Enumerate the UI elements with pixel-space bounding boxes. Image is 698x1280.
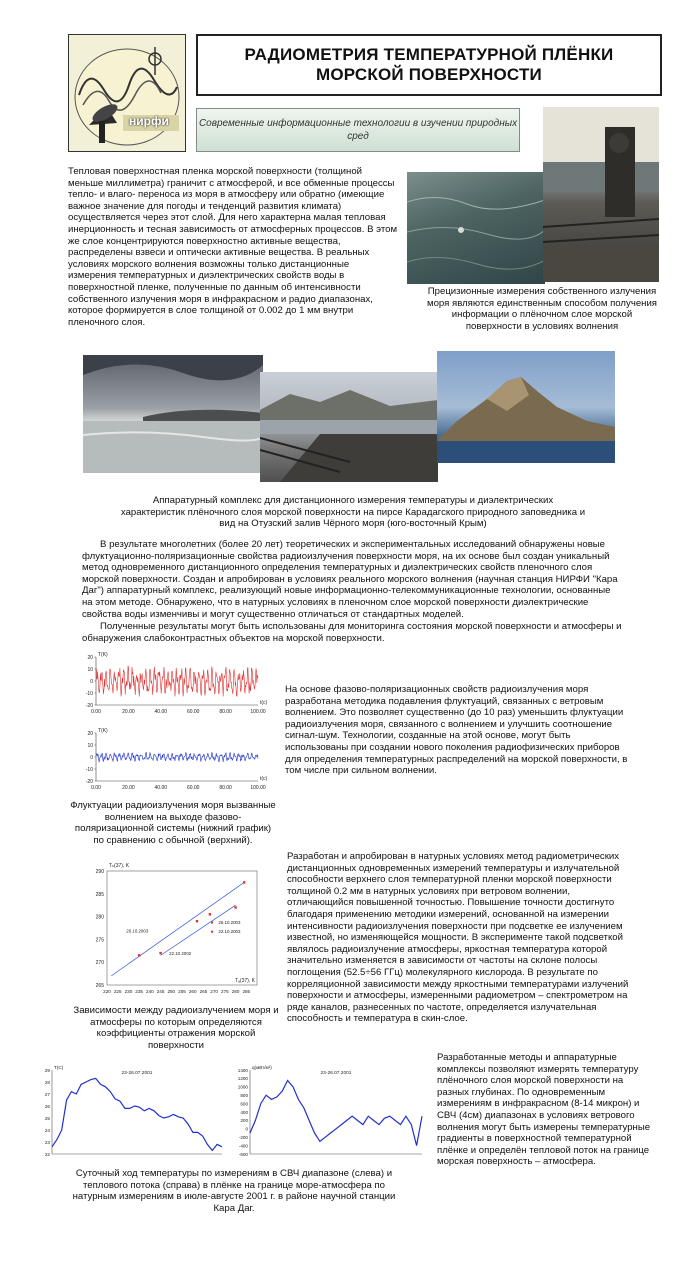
data-point: [234, 906, 236, 908]
photo-caption-precision: Прецизионные измерения собственного излучения моря являются единственным способом получения информации о плёночном слое морской поверхности в условиях волнения: [426, 286, 658, 332]
intro-text: Тепловая поверхностная пленка морской поверхности (толщиной меньше миллиметра) граничит с атмосферой, и все обменные процессы тепло- и влаго- переноса из моря в атмосферу или обратно (имеющие важное значение для погоды и тенденций развития климата) осуществляется через этот слой. Для него характерна малая тепловая инерционность и тесная зависимость от атмосферных процессов. В этом же слое концентрируются поверхностно активные вещества, распределены взвеси и оптически активные вещества. В реальных условиях морского волнения возможны только дистанционные измерения температурных и диэлектрических свойств воды в поверхностной пленке, полученные по данным об интенсивности собственного излучения моря в инфракрасном и радио диапазонах, которое формируется в слое толщиной от 0.002 до 1 мм внутри пленочного слоя.: [68, 166, 398, 328]
y-axis-label: T(K): [98, 728, 108, 734]
x-axis-label: t(c): [260, 776, 268, 782]
karadag-rock-graphic: [437, 351, 615, 463]
fluctuation-chart-phase-polarization: [66, 725, 276, 797]
y-axis-label: q(мВт/м²): [252, 1065, 272, 1070]
page-subtitle: Современные информационные технологии в изучении природных сред: [196, 108, 520, 152]
data-point: [159, 952, 161, 954]
annotation-label: 22.10.2002: [169, 951, 192, 957]
x-tick-label: 250: [167, 989, 176, 994]
annotation-label: 26.10.2003: [126, 928, 149, 934]
x-tick-label: 40.00: [154, 709, 168, 715]
y-tick-label: -600: [238, 1151, 248, 1157]
data-point: [196, 920, 198, 922]
daily-caption: Суточный ход температуры по измерениям в СВЧ диапазоне (слева) и теплового потока (справа) в плёнке на границе море-атмосфера по натурным измерениям в июле-августе 2001 г. в районе научной станции Кара Даг.: [72, 1168, 396, 1214]
legend-marker: [211, 931, 213, 933]
photo-caption-apparatus: Аппаратурный комплекс для дистанционного измерения температуры и диэлектрических характеристик плёночного слоя морской поверхности на пирсе Карадагского природного заповедника и вид на Отузский залив Чёрного моря (юго-восточный Крым): [120, 495, 586, 530]
fluctuation-text: На основе фазово-поляризационных свойств радиоизлучения моря разработана методика подавления флуктуаций, связанных с ветровым волнением. Это позволяет существенно (до 10 раз) уменьшить флуктуации радиоизлучения моря, связанного с волнением и улучшить соотношение сигнал-шум. Технологии, созданные на этой основе, могут быть использованы при создании нового поколения радиофизических приборов для определения температурных распределений на морской поверхности, в том числе при сильном волнении.: [285, 684, 628, 777]
y-tick-label: 20: [87, 731, 93, 737]
title-line-2: МОРСКОЙ ПОВЕРХНОСТИ: [316, 65, 542, 84]
y-tick-label: -10: [85, 767, 93, 773]
y-tick-label: 24: [44, 1127, 50, 1133]
x-tick-label: 280: [231, 989, 240, 994]
y-tick-label: 20: [87, 655, 93, 661]
y-tick-label: 270: [95, 960, 104, 967]
fluctuation-series-line: [96, 666, 258, 697]
daily-heat-flux-chart: [230, 1062, 430, 1162]
karadag-rock-photo: [437, 351, 615, 463]
y-tick-label: -200: [238, 1135, 248, 1140]
skin-layer-text: Разработан и апробирован в натурных условиях метод радиометрических дистанционных одновременных измерений температуры и излучательной способности верхнего слоя температурной пленки морской поверхности толщиной 0.2 мм в натурных условиях при ветровом волнении, отличающийся повышенной точностью. Повышение точности достигнуто благодаря применению методики измерений, основанной на измерении интенсивности радиоизлучения поверхности при подсветке ее излучением известной, но изменяющейся мощности. В эксперименте такой подсветкой являлось радиоизлучение атмосферы, яркостная температура которой значительно изменяется в зависимости от частоты на склоне полосы поглощения (52.5÷56 ГГц) молекулярного кислорода. В результате по корреляционной зависимости между яркостными температурами излучений поверхности и атмосферы, измеренными радиометром – спектрометром на ряде каналов, разнесенных по частоте, определяется излучательная способность и температура в скин-слое.: [287, 851, 629, 1025]
pier-walkway-graphic: [260, 372, 438, 482]
y-tick-label: 0: [245, 1126, 248, 1132]
x-tick-label: 230: [124, 989, 133, 994]
y-axis-label: Tₙ(37), K: [109, 863, 130, 869]
y-tick-label: 400: [240, 1109, 248, 1115]
x-tick-label: 240: [146, 989, 154, 994]
y-tick-label: 280: [95, 914, 104, 921]
x-tick-label: 80.00: [219, 709, 232, 715]
pier-walkway-photo: [260, 372, 438, 482]
pier-instrument-photo: [543, 107, 659, 282]
title-line-1: РАДИОМЕТРИЯ ТЕМПЕРАТУРНОЙ ПЛЁНКИ: [244, 45, 614, 64]
x-tick-label: 275: [221, 989, 229, 994]
y-tick-label: 800: [240, 1093, 248, 1098]
y-tick-label: 265: [95, 983, 104, 989]
sea-photo-texture: [407, 172, 545, 284]
daily-text: Разработанные методы и аппаратурные комплексы позволяют измерять температуру плёночного слоя морской поверхности на разных глубинах. По одновременным измерениям в инфракрасном (8-14 микрон) и СВЧ (4см) диапазонах в условиях ветрового волнения могут быть измерены температурные градиенты в поверхностной температурной плёнке и определён тепловой поток на границе морская поверхность – атмосфера.: [437, 1052, 651, 1168]
x-tick-label: 260: [188, 989, 197, 994]
y-tick-label: 23: [44, 1139, 50, 1145]
x-tick-label: 255: [178, 989, 186, 994]
y-tick-label: 10: [87, 743, 93, 749]
data-point: [243, 881, 245, 883]
y-tick-label: -20: [85, 779, 93, 785]
legend-marker: [211, 922, 213, 924]
logo-graphic: [69, 35, 185, 151]
fluctuation-series-line: [96, 752, 258, 762]
x-tick-label: 60.00: [186, 785, 200, 791]
y-tick-label: 0: [90, 755, 93, 761]
pier-photo-graphic: [543, 107, 659, 282]
y-tick-label: 28: [44, 1079, 50, 1085]
emission-correlation-chart: [85, 857, 270, 1007]
legend-label: 22.10.2003: [218, 929, 241, 935]
chart-title: 23-26.07.2001: [320, 1071, 352, 1076]
y-tick-label: 600: [240, 1101, 248, 1107]
y-tick-label: 27: [44, 1091, 50, 1097]
x-tick-label: 235: [135, 989, 143, 994]
y-tick-label: -10: [85, 691, 93, 697]
y-tick-label: 29: [44, 1067, 50, 1073]
x-tick-label: 20.00: [122, 785, 135, 791]
fluctuation-chart-standard: [66, 649, 276, 721]
y-tick-label: -400: [238, 1143, 248, 1149]
cloudy-sea-photo: [83, 355, 263, 473]
x-tick-label: 0.00: [91, 785, 101, 791]
x-tick-label: 100.00: [250, 709, 266, 715]
results-paragraph-2: Полученные результаты могут быть использованы для мониторинга состояния морской поверхности и атмосферы и обнаружения слабоконтрастных объектов на морской поверхности.: [82, 621, 622, 644]
y-tick-label: 290: [95, 869, 104, 875]
y-tick-label: 1400: [237, 1067, 248, 1073]
y-tick-label: 0: [90, 679, 93, 685]
page-title: [196, 34, 662, 96]
chart-title: 23-26.07.2001: [121, 1071, 153, 1076]
daily-series-line: [250, 1081, 422, 1146]
daily-series-line: [52, 1078, 222, 1150]
logo-text: нирфи: [129, 114, 169, 128]
x-tick-label: 265: [199, 989, 208, 994]
cloudy-sea-graphic: [83, 355, 263, 473]
x-axis-label: Tₐ(37), K: [235, 978, 255, 984]
x-tick-label: 245: [156, 989, 165, 994]
x-tick-label: 220: [103, 989, 111, 994]
y-tick-label: -20: [85, 703, 93, 709]
y-tick-label: 10: [87, 667, 93, 673]
y-tick-label: 22: [44, 1151, 50, 1157]
x-tick-label: 100.00: [250, 785, 266, 791]
x-tick-label: 285: [242, 989, 251, 994]
y-tick-label: 200: [240, 1118, 248, 1124]
correlation-caption: Зависимости между радиоизлучением моря и атмосферы по которым определяются коэффициенты отражения морской поверхности: [73, 1005, 279, 1051]
x-tick-label: 60.00: [186, 709, 200, 715]
x-axis-label: t(c): [260, 700, 268, 706]
results-paragraph-1: В результате многолетних (более 20 лет) теоретических и экспериментальных исследований обнаружены новые флуктуационно-поляризационные свойства радиоизлучения поверхности моря, на их основе был создан уникальный метод одновременного дистанционного определения температурных и диэлектрических свойств пленочного слоя морской поверхности. Создан и апробирован в условиях реального морского волнения (научная станция НИРФИ "Кара Даг") аппаратурный комплекс, реализующий новые информационно-телекоммуникационные технологии, основанные на этом методе. Обнаружено, что в натурных условиях в пленочном слое морской поверхности диэлектрические свойства воды изменчивы и могут существенно отличаться от стандартных моделей.: [82, 539, 618, 620]
data-point: [209, 913, 211, 915]
x-tick-label: 80.00: [219, 785, 232, 791]
y-tick-label: 1200: [237, 1076, 248, 1082]
y-axis-label: T(K): [98, 652, 108, 658]
daily-temperature-chart: [40, 1062, 230, 1162]
sea-surface-photo: [407, 172, 545, 284]
data-point: [138, 954, 140, 956]
y-tick-label: 26: [44, 1103, 50, 1109]
x-tick-label: 20.00: [122, 709, 135, 715]
x-tick-label: 0.00: [91, 709, 101, 715]
y-tick-label: 25: [44, 1115, 50, 1121]
fluctuation-caption: Флуктуации радиоизлучения моря вызванные волнением на выходе фазово-поляризационной системы (нижний график) по сравнению с обычной (верхний).: [70, 800, 276, 846]
nirfi-logo: [68, 34, 186, 152]
y-tick-label: 1000: [237, 1084, 248, 1090]
y-tick-label: 285: [95, 891, 104, 898]
y-tick-label: 275: [95, 937, 104, 944]
legend-label: 26.10.2003: [218, 920, 241, 926]
x-tick-label: 225: [113, 989, 122, 994]
x-tick-label: 270: [210, 989, 218, 994]
x-tick-label: 40.00: [154, 785, 168, 791]
y-axis-label: T(C): [54, 1065, 64, 1070]
